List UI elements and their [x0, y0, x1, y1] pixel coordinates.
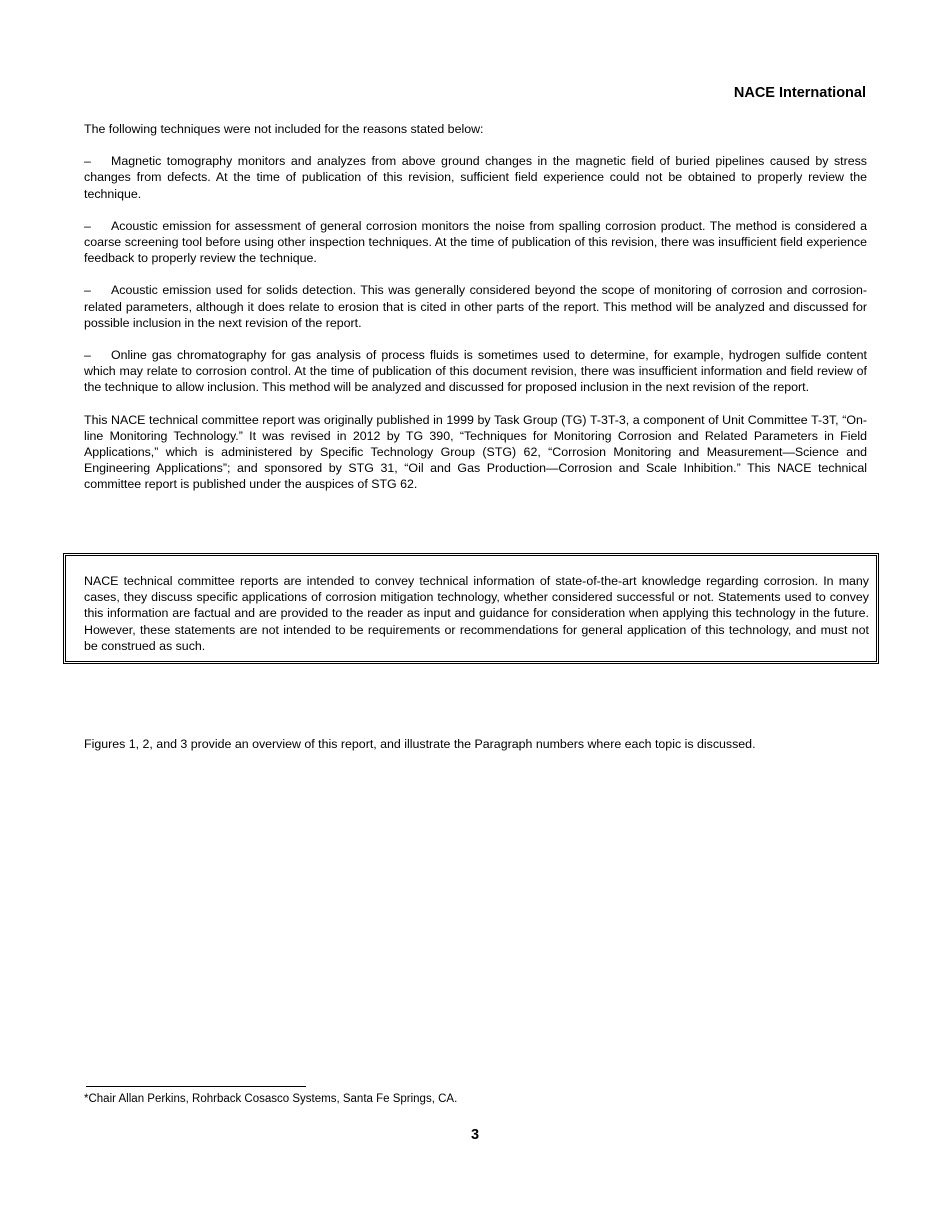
figures-note: Figures 1, 2, and 3 provide an overview of this report, and illustrate the Paragraph numbers where each topic is discussed. — [84, 737, 756, 751]
intro-paragraph: The following techniques were not included for the reasons stated below: — [84, 122, 484, 136]
excluded-technique-text: Magnetic tomography monitors and analyzes from above ground changes in the magnetic field of buried pipelines caused by stress changes from defects. At the time of publication of this revision, sufficient field experience could not be obtained to properly review the technique. — [84, 154, 867, 201]
excluded-technique-text: Acoustic emission for assessment of general corrosion monitors the noise from spalling corrosion product. The method is considered a coarse screening tool before using other inspection techniques. At the time of publication of this revision, there was insufficient field experience feedback to properly review the technique. — [84, 218, 867, 266]
excluded-technique-item — [84, 153, 867, 202]
page-number: 3 — [470, 1127, 480, 1143]
running-header: NACE International — [733, 85, 866, 101]
excluded-technique-item — [84, 218, 867, 267]
excluded-technique-item — [84, 282, 867, 331]
history-paragraph: This NACE technical committee report was originally published in 1999 by Task Group (TG) T-3T-3, a component of Unit Committee T-3T, “On-line Monitoring Technology.” It was revised in 2012 by TG 390, “Techniques for Monitoring Corrosion and Related Parameters in Field Applications,” which is administered by Specific Technology Group (STG) 62, “Corrosion Monitoring and Measurement—Science and Engineering Applications”; and sponsored by STG 31, “Oil and Gas Production—Corrosion and Scale Inhibition.” This NACE technical committee report is published under the auspices of STG 62. — [84, 412, 867, 492]
body-text — [84, 121, 867, 509]
excluded-technique-text: Acoustic emission used for solids detection. This was generally considered beyond the scope of monitoring of corrosion and corrosion-related parameters, although it does relate to erosion that is cited in other parts of the report. This method will be analyzed and discussed for possible inclusion in the next revision of the report. — [84, 283, 867, 330]
footnote: *Chair Allan Perkins, Rohrback Cosasco Systems, Santa Fe Springs, CA. — [84, 1093, 458, 1105]
dash-bullet: – — [84, 283, 91, 298]
notice-box — [63, 553, 879, 664]
notice-text: NACE technical committee reports are intended to convey technical information of state-of-the-art knowledge regarding corrosion. In many cases, they discuss specific applications of corrosion mitigation technology, whether considered successful or not. Statements used to convey this information are factual and are provided to the reader as input and guidance for consideration when applying this technology in the future. However, these statements are not intended to be requirements or recommendations for general application of this technology, and must not be construed as such. — [84, 574, 869, 653]
excluded-technique-item — [84, 347, 867, 396]
dash-bullet: – — [84, 348, 91, 363]
dash-bullet: – — [84, 154, 91, 169]
footnote-divider — [86, 1086, 306, 1087]
excluded-technique-text: Online gas chromatography for gas analysis of process fluids is sometimes used to determine, for example, hydrogen sulfide content which may relate to corrosion control. At the time of publication of this document revision, there was insufficient information and field review of the technique to allow inclusion. This method will be analyzed and discussed for proposed inclusion in the next revision of the report. — [84, 348, 867, 395]
dash-bullet: – — [84, 218, 91, 233]
